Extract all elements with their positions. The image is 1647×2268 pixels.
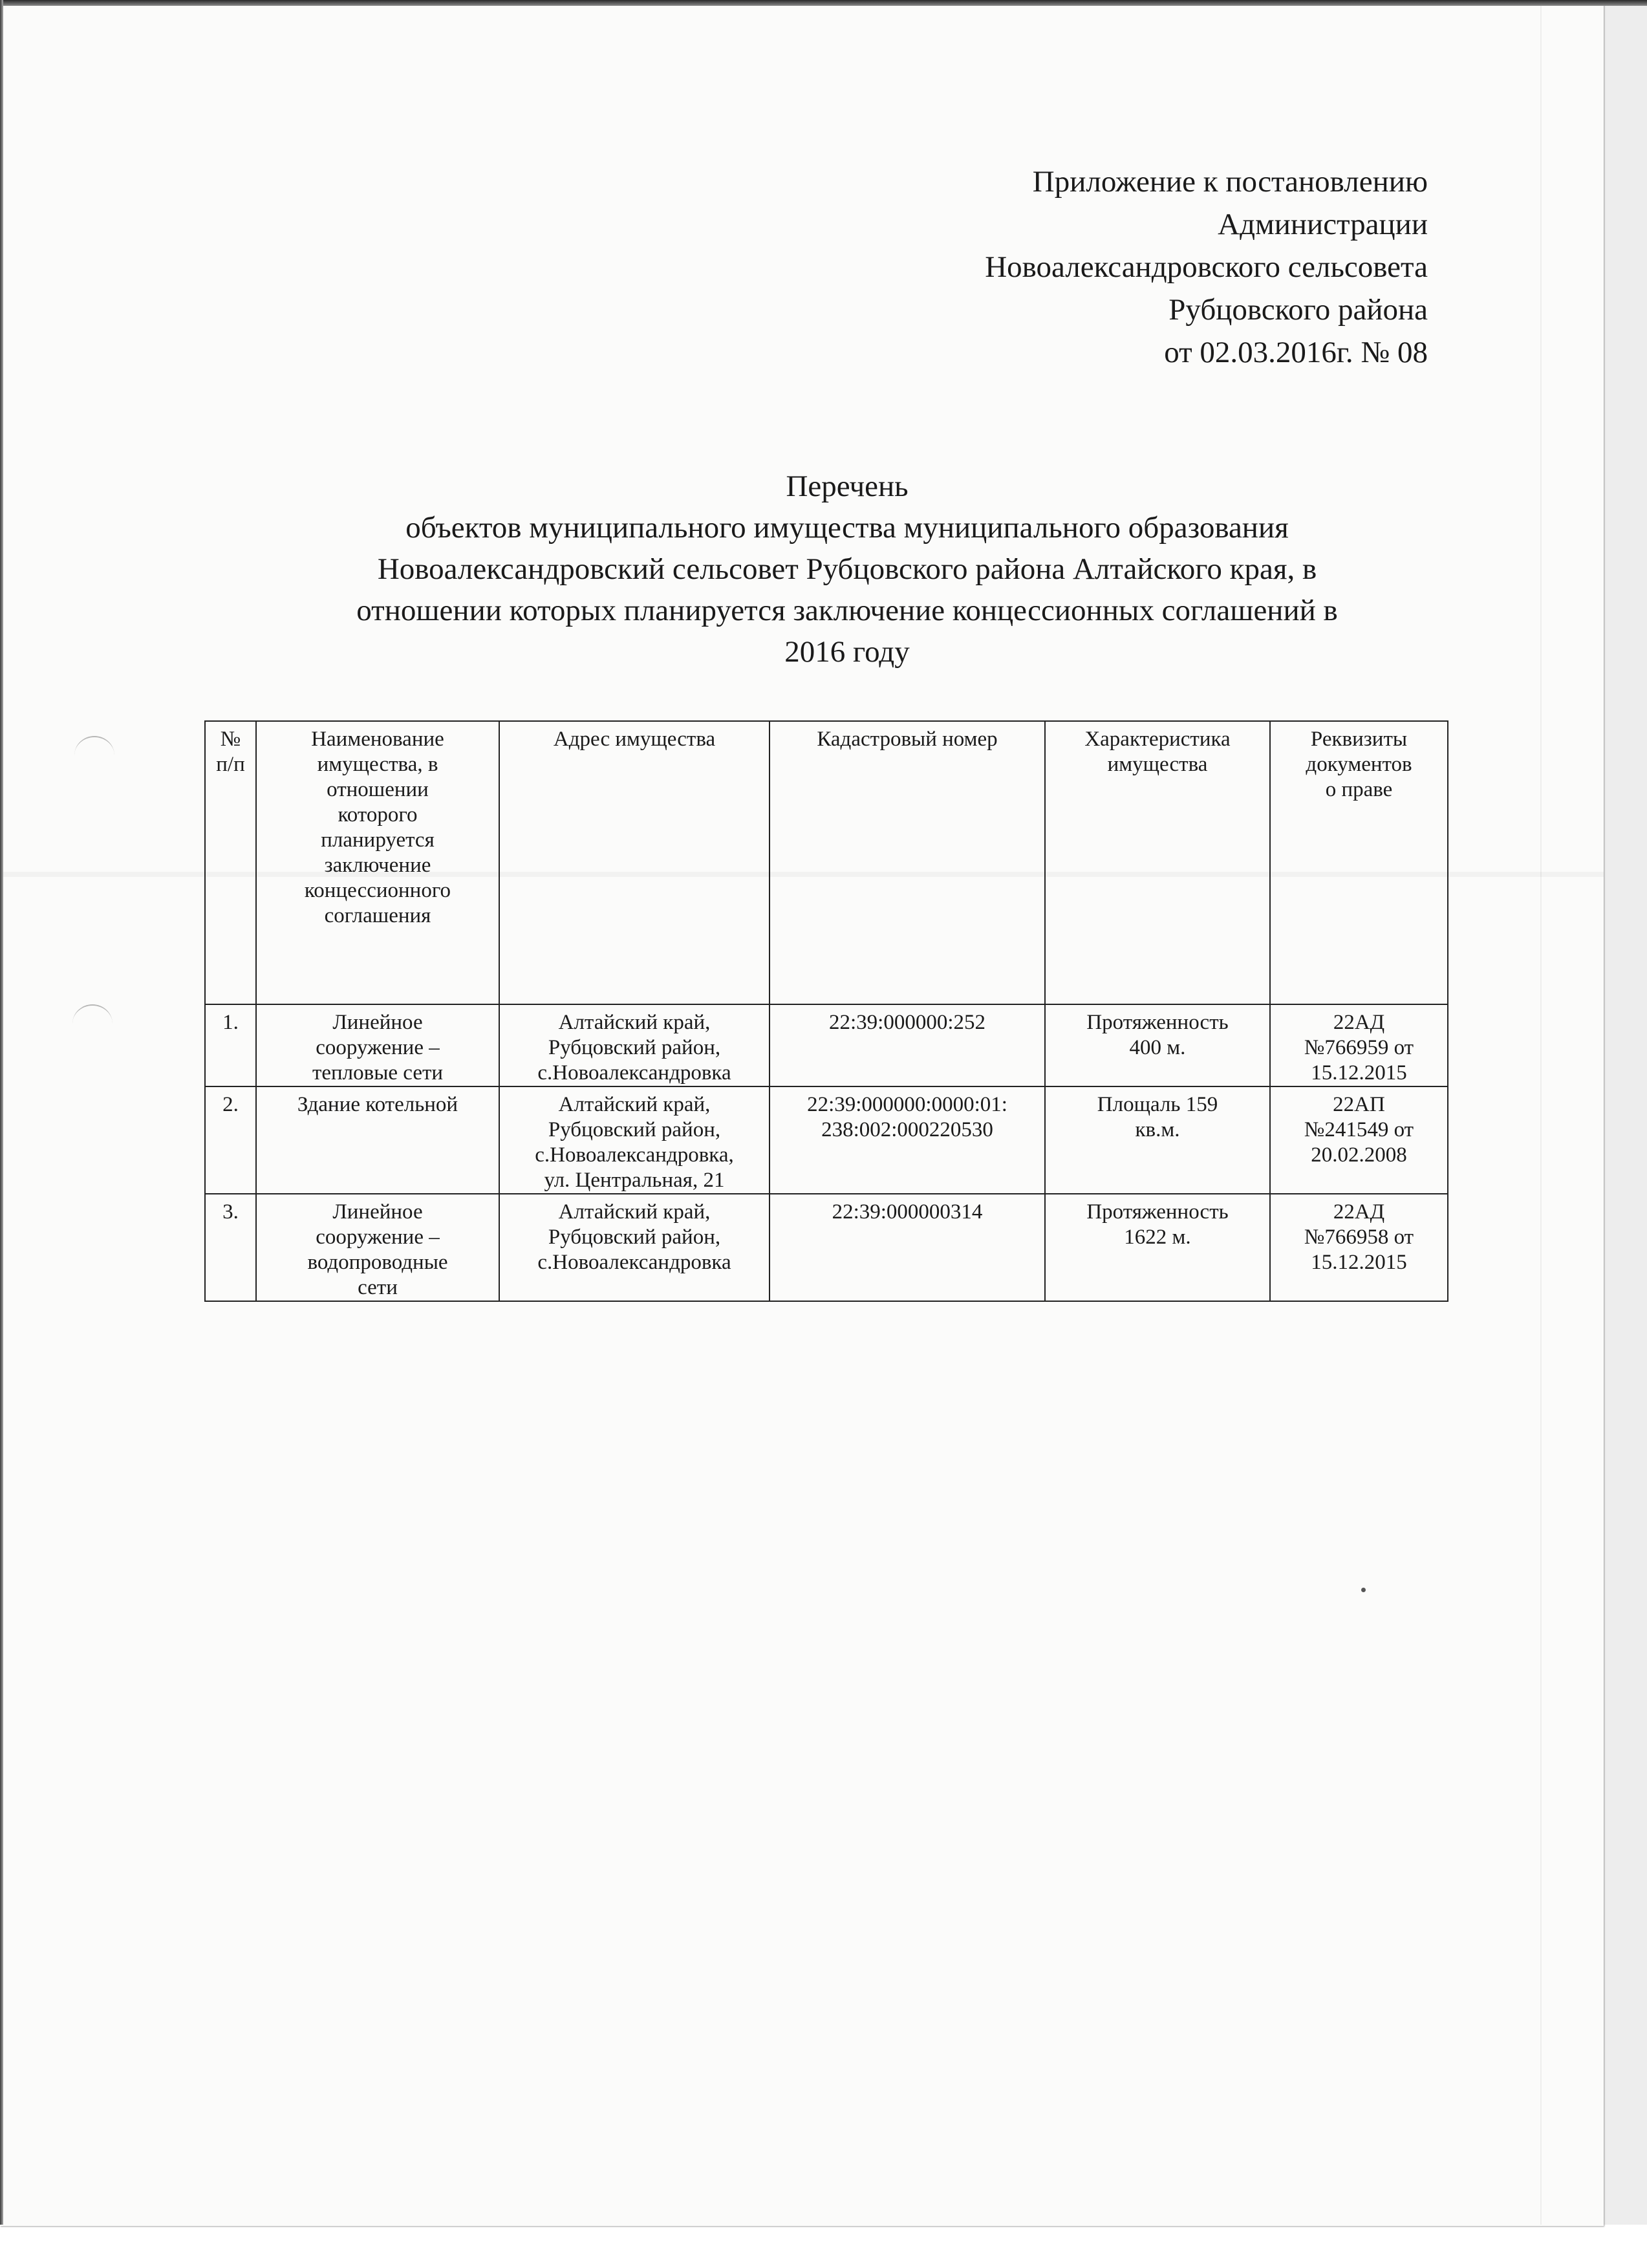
title-line: объектов муниципального имущества муниципального образования <box>405 511 1289 545</box>
table-header-row <box>205 721 1448 1004</box>
cell-text-line: 22:39:000000314 <box>832 1200 983 1224</box>
header-name <box>256 721 499 1004</box>
cell-text-line: Здание котельной <box>297 1093 458 1116</box>
header-cadastral <box>770 721 1045 1004</box>
document-title <box>194 466 1500 673</box>
title-line: отношении которых планируется заключение концессионных соглашений в <box>356 594 1338 627</box>
cell-text-line: 400 м. <box>1129 1036 1186 1059</box>
cell-text-line: с.Новоалександровка <box>537 1061 731 1085</box>
cell-text-line: 1622 м. <box>1124 1226 1191 1249</box>
title-line: 2016 году <box>784 635 910 669</box>
cell-text-line: № <box>220 728 241 751</box>
cell-text-line: 2. <box>222 1093 239 1116</box>
scanner-background <box>1602 0 1647 2225</box>
scan-edge-top <box>0 0 1647 6</box>
cell-text-line: Кадастровый номер <box>817 728 998 751</box>
cell-text-line: водопроводные <box>307 1251 448 1274</box>
cell-documents <box>1270 1194 1448 1301</box>
table-row <box>205 1194 1448 1301</box>
cell-text-line: о праве <box>1325 778 1393 801</box>
cell-cadastral <box>770 1194 1045 1301</box>
header-characteristic <box>1045 721 1270 1004</box>
cell-number <box>205 1086 256 1194</box>
cell-text-line: Рубцовский район, <box>548 1118 721 1141</box>
cell-text-line: концессионного <box>304 879 451 902</box>
scan-edge-left <box>0 0 3 2225</box>
title-heading: Перечень <box>786 470 909 503</box>
cell-text-line: 20.02.2008 <box>1311 1143 1407 1167</box>
cell-text-line: имущества <box>1107 753 1208 776</box>
cell-text-line: 3. <box>222 1200 239 1224</box>
cell-characteristic <box>1045 1194 1270 1301</box>
cell-text-line: отношении <box>327 778 429 801</box>
cell-characteristic <box>1045 1004 1270 1086</box>
cell-text-line: 22АД <box>1333 1200 1385 1224</box>
cell-cadastral <box>770 1004 1045 1086</box>
cell-text-line: ул. Центральная, 21 <box>544 1169 725 1192</box>
cell-text-line: Протяженность <box>1086 1200 1229 1224</box>
cell-number <box>205 1004 256 1086</box>
cell-text-line: 238:002:000220530 <box>821 1118 993 1141</box>
cell-text-line: 1. <box>222 1011 239 1034</box>
table-row <box>205 1004 1448 1086</box>
cell-text-line: Линейное <box>332 1200 423 1224</box>
cell-text-line: Адрес имущества <box>553 728 716 751</box>
cell-name <box>256 1194 499 1301</box>
cell-text-line: сети <box>358 1276 398 1299</box>
cell-characteristic <box>1045 1086 1270 1194</box>
cell-text-line: 15.12.2015 <box>1311 1251 1407 1274</box>
cell-text-line: с.Новоалександровка, <box>535 1143 734 1167</box>
cell-text-line: сооружение – <box>316 1036 440 1059</box>
cell-text-line: кв.м. <box>1135 1118 1180 1141</box>
cell-text-line: №766959 от <box>1304 1036 1414 1059</box>
cell-address <box>499 1194 770 1301</box>
header-documents <box>1270 721 1448 1004</box>
cell-address <box>499 1086 770 1194</box>
appendix-line: Рубцовского района <box>1168 293 1428 327</box>
title-line: Новоалександровский сельсовет Рубцовского района Алтайского края, в <box>377 552 1317 586</box>
appendix-date-number: от 02.03.2016г. № 08 <box>1164 336 1428 369</box>
cell-text-line: Рубцовский район, <box>548 1226 721 1249</box>
cell-text-line: Площаль 159 <box>1097 1093 1218 1116</box>
appendix-line: Администрации <box>1218 208 1428 241</box>
cell-documents <box>1270 1004 1448 1086</box>
cell-cadastral <box>770 1086 1045 1194</box>
cell-text-line: соглашения <box>324 904 431 927</box>
appendix-line: Приложение к постановлению <box>1032 165 1428 199</box>
cell-name <box>256 1004 499 1086</box>
paper-fold-vertical <box>1540 0 1542 2225</box>
cell-text-line: Наименование <box>311 728 444 751</box>
hole-punch-mark-bottom <box>72 1004 113 1024</box>
cell-text-line: Алтайский край, <box>558 1200 711 1224</box>
hole-punch-mark-top <box>74 736 114 755</box>
cell-address <box>499 1004 770 1086</box>
cell-text-line: сооружение – <box>316 1226 440 1249</box>
cell-text-line: 15.12.2015 <box>1311 1061 1407 1085</box>
cell-text-line: планируется <box>321 828 435 852</box>
cell-text-line: тепловые сети <box>312 1061 444 1085</box>
cell-text-line: Характеристика <box>1084 728 1231 751</box>
cell-name <box>256 1086 499 1194</box>
cell-text-line: Линейное <box>332 1011 423 1034</box>
cell-text-line: документов <box>1306 753 1412 776</box>
cell-text-line: 22:39:000000:252 <box>828 1011 985 1034</box>
header-number <box>205 721 256 1004</box>
cell-text-line: 22АД <box>1333 1011 1385 1034</box>
cell-text-line: которого <box>338 803 418 826</box>
scan-speck <box>1361 1588 1366 1592</box>
cell-text-line: Алтайский край, <box>558 1011 711 1034</box>
appendix-line: Новоалександровского сельсовета <box>985 250 1428 284</box>
cell-text-line: Реквизиты <box>1310 728 1408 751</box>
cell-text-line: №766958 от <box>1304 1226 1414 1249</box>
property-table <box>204 720 1448 1302</box>
appendix-header <box>985 160 1428 374</box>
cell-text-line: п/п <box>216 753 245 776</box>
cell-text-line: Алтайский край, <box>558 1093 711 1116</box>
cell-documents <box>1270 1086 1448 1194</box>
cell-text-line: 22:39:000000:0000:01: <box>807 1093 1007 1116</box>
cell-text-line: Протяженность <box>1086 1011 1229 1034</box>
cell-text-line: №241549 от <box>1304 1118 1414 1141</box>
table-row <box>205 1086 1448 1194</box>
cell-text-line: 22АП <box>1333 1093 1385 1116</box>
cell-text-line: с.Новоалександровка <box>537 1251 731 1274</box>
cell-text-line: заключение <box>324 854 431 877</box>
header-address <box>499 721 770 1004</box>
cell-text-line: Рубцовский район, <box>548 1036 721 1059</box>
cell-text-line: имущества, в <box>317 753 438 776</box>
cell-number <box>205 1194 256 1301</box>
